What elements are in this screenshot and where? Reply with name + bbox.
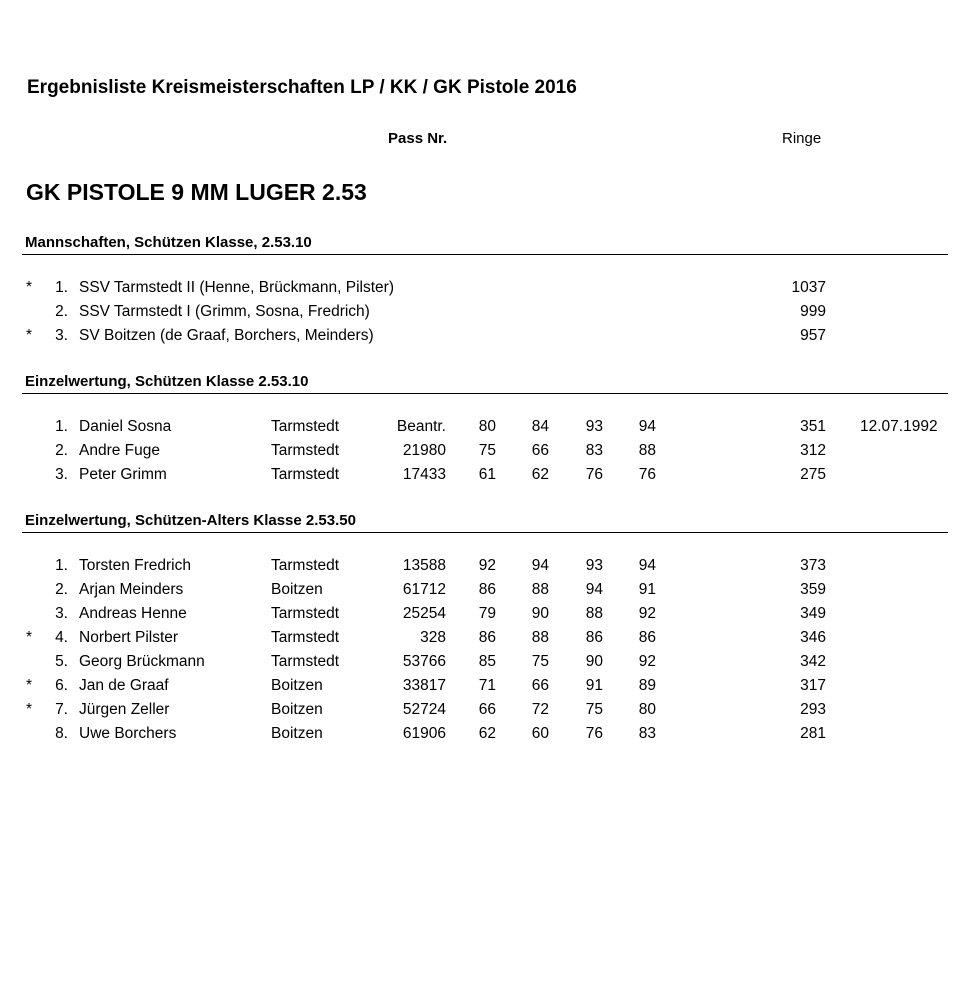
cell-name: Jan de Graaf xyxy=(79,677,169,694)
result-row xyxy=(0,418,975,442)
cell-s3: 90 xyxy=(585,653,603,670)
cell-pass: 33817 xyxy=(402,677,446,694)
cell-s1: 61 xyxy=(478,466,496,483)
cell-total: 281 xyxy=(800,725,826,742)
cell-total: 312 xyxy=(800,442,826,459)
cell-s2: 88 xyxy=(531,629,549,646)
cell-s4: 94 xyxy=(638,557,656,574)
section-divider xyxy=(22,393,948,394)
result-row xyxy=(0,466,975,490)
cell-star: * xyxy=(26,279,33,296)
cell-pass: 13588 xyxy=(402,557,446,574)
cell-s3: 86 xyxy=(585,629,603,646)
cell-club: Tarmstedt xyxy=(271,605,340,622)
column-header-ringe: Ringe xyxy=(782,130,822,147)
cell-club: Tarmstedt xyxy=(271,466,340,483)
cell-total: 351 xyxy=(800,418,826,435)
cell-pass: 17433 xyxy=(402,466,446,483)
cell-extra: 12.07.1992 xyxy=(860,418,938,435)
result-row xyxy=(0,629,975,653)
cell-club: Tarmstedt xyxy=(271,557,340,574)
cell-pass: 21980 xyxy=(402,442,446,459)
cell-club: Tarmstedt xyxy=(271,442,340,459)
cell-name: Jürgen Zeller xyxy=(79,701,170,718)
cell-s2: 60 xyxy=(531,725,549,742)
cell-rank: 3. xyxy=(55,327,68,344)
cell-total: 999 xyxy=(800,303,826,320)
cell-total: 1037 xyxy=(791,279,826,296)
cell-rank: 2. xyxy=(55,442,68,459)
cell-name: Andre Fuge xyxy=(79,442,160,459)
cell-s3: 91 xyxy=(585,677,603,694)
cell-s4: 83 xyxy=(638,725,656,742)
cell-total: 275 xyxy=(800,466,826,483)
discipline-heading: GK PISTOLE 9 MM LUGER 2.53 xyxy=(26,179,367,205)
cell-s2: 94 xyxy=(531,557,549,574)
result-row xyxy=(0,557,975,581)
section-title: Einzelwertung, Schützen Klasse 2.53.10 xyxy=(25,373,309,390)
cell-name: SV Boitzen (de Graaf, Borchers, Meinders) xyxy=(79,327,374,344)
cell-s3: 88 xyxy=(585,605,603,622)
cell-s2: 72 xyxy=(531,701,549,718)
cell-club: Tarmstedt xyxy=(271,629,340,646)
cell-name: Uwe Borchers xyxy=(79,725,177,742)
cell-s3: 94 xyxy=(585,581,603,598)
cell-s2: 75 xyxy=(531,653,549,670)
cell-star: * xyxy=(26,327,33,344)
cell-s4: 80 xyxy=(638,701,656,718)
cell-s4: 94 xyxy=(638,418,656,435)
cell-name: Norbert Pilster xyxy=(79,629,179,646)
cell-name: Andreas Henne xyxy=(79,605,187,622)
section-divider xyxy=(22,532,948,533)
cell-total: 349 xyxy=(800,605,826,622)
cell-s3: 75 xyxy=(585,701,603,718)
cell-s1: 79 xyxy=(478,605,496,622)
cell-name: Torsten Fredrich xyxy=(79,557,191,574)
cell-s3: 93 xyxy=(585,418,603,435)
cell-s3: 93 xyxy=(585,557,603,574)
cell-club: Boitzen xyxy=(271,677,323,694)
cell-s4: 86 xyxy=(638,629,656,646)
cell-s1: 66 xyxy=(478,701,496,718)
cell-s4: 89 xyxy=(638,677,656,694)
cell-name: Georg Brückmann xyxy=(79,653,205,670)
result-row xyxy=(0,327,975,351)
column-header-pass: Pass Nr. xyxy=(388,130,448,147)
cell-s4: 76 xyxy=(638,466,656,483)
cell-s1: 71 xyxy=(478,677,496,694)
cell-s2: 66 xyxy=(531,442,549,459)
cell-total: 293 xyxy=(800,701,826,718)
section-divider xyxy=(22,254,948,255)
cell-s2: 88 xyxy=(531,581,549,598)
cell-club: Tarmstedt xyxy=(271,418,340,435)
cell-rank: 1. xyxy=(55,279,68,296)
result-row xyxy=(0,725,975,749)
result-row xyxy=(0,677,975,701)
cell-club: Boitzen xyxy=(271,701,323,718)
cell-s2: 84 xyxy=(531,418,549,435)
cell-s3: 83 xyxy=(585,442,603,459)
cell-pass: 52724 xyxy=(402,701,446,718)
result-row xyxy=(0,303,975,327)
cell-s1: 75 xyxy=(478,442,496,459)
cell-rank: 6. xyxy=(55,677,68,694)
cell-s1: 86 xyxy=(478,629,496,646)
cell-name: Peter Grimm xyxy=(79,466,167,483)
section-title: Einzelwertung, Schützen-Alters Klasse 2.53.50 xyxy=(25,512,356,529)
cell-rank: 5. xyxy=(55,653,68,670)
cell-s3: 76 xyxy=(585,725,603,742)
result-row xyxy=(0,701,975,725)
cell-s4: 92 xyxy=(638,653,656,670)
cell-club: Boitzen xyxy=(271,725,323,742)
cell-star: * xyxy=(26,677,33,694)
cell-total: 346 xyxy=(800,629,826,646)
cell-name: SSV Tarmstedt I (Grimm, Sosna, Fredrich) xyxy=(79,303,370,320)
cell-s4: 88 xyxy=(638,442,656,459)
cell-pass: 25254 xyxy=(402,605,446,622)
cell-rank: 1. xyxy=(55,418,68,435)
cell-s1: 92 xyxy=(478,557,496,574)
cell-pass: Beantr. xyxy=(396,418,446,435)
cell-name: SSV Tarmstedt II (Henne, Brückmann, Pilster) xyxy=(79,279,394,296)
cell-s4: 91 xyxy=(638,581,656,598)
section-title: Mannschaften, Schützen Klasse, 2.53.10 xyxy=(25,234,312,251)
cell-s1: 85 xyxy=(478,653,496,670)
cell-name: Arjan Meinders xyxy=(79,581,184,598)
result-row xyxy=(0,653,975,677)
page-title: Ergebnisliste Kreismeisterschaften LP / KK / GK Pistole 2016 xyxy=(27,77,577,98)
cell-rank: 3. xyxy=(55,466,68,483)
cell-star: * xyxy=(26,701,33,718)
result-row xyxy=(0,442,975,466)
cell-total: 317 xyxy=(800,677,826,694)
cell-club: Tarmstedt xyxy=(271,653,340,670)
cell-pass: 61906 xyxy=(402,725,446,742)
cell-s2: 62 xyxy=(531,466,549,483)
cell-total: 342 xyxy=(800,653,826,670)
cell-rank: 1. xyxy=(55,557,68,574)
result-row xyxy=(0,581,975,605)
cell-s1: 80 xyxy=(478,418,496,435)
cell-rank: 2. xyxy=(55,581,68,598)
cell-rank: 3. xyxy=(55,605,68,622)
cell-s2: 90 xyxy=(531,605,549,622)
result-row xyxy=(0,279,975,303)
cell-s3: 76 xyxy=(585,466,603,483)
cell-total: 373 xyxy=(800,557,826,574)
cell-total: 359 xyxy=(800,581,826,598)
cell-star: * xyxy=(26,629,33,646)
cell-rank: 8. xyxy=(55,725,68,742)
cell-rank: 4. xyxy=(55,629,68,646)
cell-s1: 86 xyxy=(478,581,496,598)
cell-club: Boitzen xyxy=(271,581,323,598)
cell-total: 957 xyxy=(800,327,826,344)
cell-s2: 66 xyxy=(531,677,549,694)
cell-name: Daniel Sosna xyxy=(79,418,172,435)
cell-s1: 62 xyxy=(478,725,496,742)
result-row xyxy=(0,605,975,629)
cell-pass: 53766 xyxy=(402,653,446,670)
cell-pass: 328 xyxy=(420,629,446,646)
cell-rank: 2. xyxy=(55,303,68,320)
cell-pass: 61712 xyxy=(402,581,446,598)
cell-rank: 7. xyxy=(55,701,68,718)
cell-s4: 92 xyxy=(638,605,656,622)
